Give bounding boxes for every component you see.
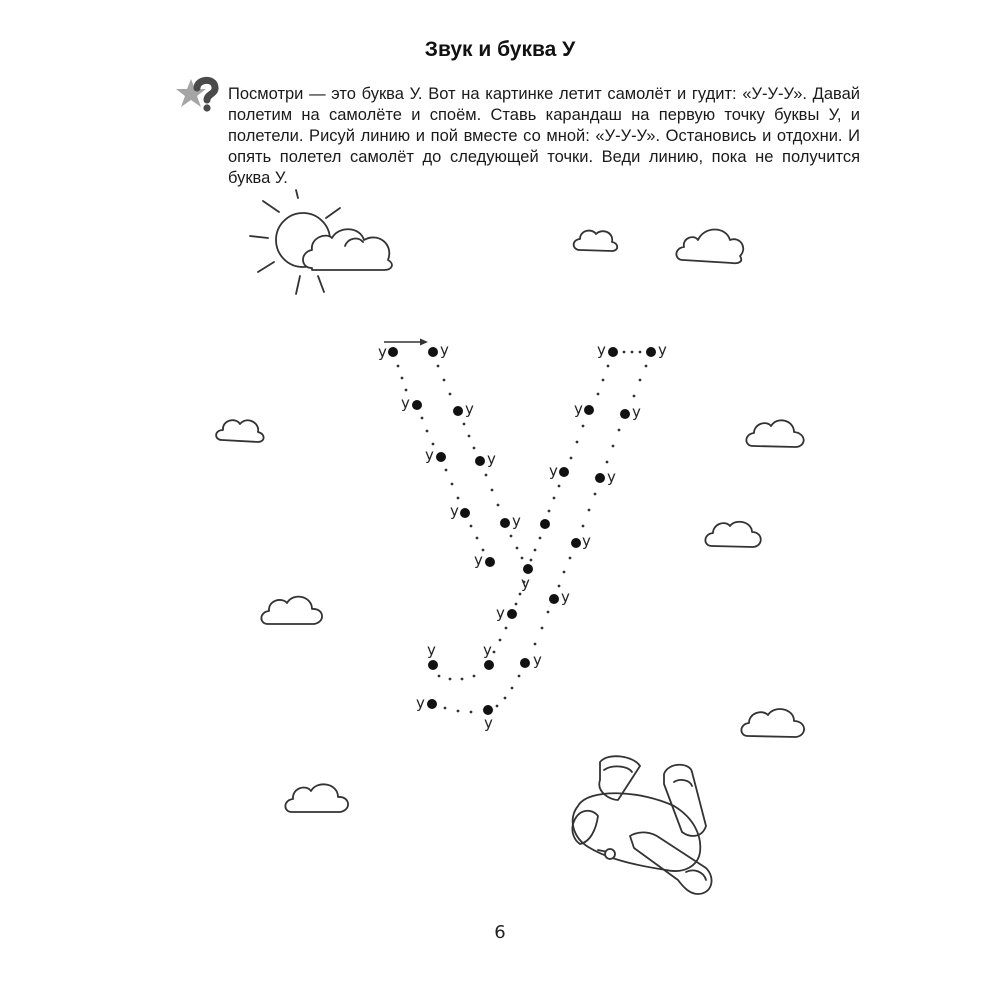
trace-dot[interactable] [549,594,559,604]
dot-label: у [561,588,570,606]
dot-label: у [607,468,616,486]
cloud-icon [676,230,743,264]
trace-dot[interactable] [412,400,422,410]
trace-dot[interactable] [595,473,605,483]
trace-dot[interactable] [520,658,530,668]
dot-label: у [632,403,641,421]
page-title: Звук и буква У [424,38,576,61]
trace-dot[interactable] [485,557,495,567]
cloud-icon [261,597,322,624]
airplane-icon [572,756,711,894]
trace-dot[interactable] [500,518,510,528]
dot-label: у [450,502,459,520]
instructions-text: Посмотри — это буква У. Вот на картинке летит самолёт и гудит: «У-У-У». Давай полетим на самолёте и споём. Ставь карандаш на первую точку буквы У, и полетели. Рисуй линию и пой вместе со мной: «У-У-У». Остановись и отдохни. И опять полетел самолёт до следующей точки. Веди линию, пока не получится буква У. [228,85,860,187]
cloud-icon [216,420,264,442]
trace-dot[interactable] [428,347,438,357]
trace-dot[interactable] [436,452,446,462]
cloud-icon [574,231,618,251]
trace-dot[interactable] [571,538,581,548]
sun-icon [250,190,392,294]
dot-label: у [401,394,410,412]
dot-label: у [496,604,505,622]
dot-label: у [465,400,474,418]
dot-label: у [549,462,558,480]
trace-dot[interactable] [507,609,517,619]
dot-label: у [484,714,493,732]
dot-label: у [533,651,542,669]
letter-dots[interactable] [388,347,656,715]
dot-label: у [416,694,425,712]
trace-dot[interactable] [620,409,630,419]
dot-labels [378,341,667,732]
dot-label: у [658,341,667,359]
dot-label: у [425,446,434,464]
trace-dot[interactable] [428,660,438,670]
trace-dot[interactable] [646,347,656,357]
dot-label: у [487,450,496,468]
trace-dot[interactable] [584,405,594,415]
trace-dot[interactable] [427,699,437,709]
dot-label: у [440,341,449,359]
dot-label: у [483,641,492,659]
dot-label: у [574,400,583,418]
trace-dot[interactable] [453,406,463,416]
dot-label: у [474,551,483,569]
cloud-icon [746,420,803,447]
cloud-icon [285,784,348,812]
cloud-icon [705,522,760,547]
trace-dot[interactable] [559,467,569,477]
trace-dot[interactable] [475,456,485,466]
page-number: 6 [494,922,506,943]
cloud-icon [741,709,804,737]
trace-dot[interactable] [388,347,398,357]
arrow-right-icon [384,339,428,346]
dot-label: у [427,641,436,659]
dot-label: у [378,343,387,361]
trace-dot[interactable] [523,564,533,574]
dot-label: у [582,532,591,550]
dot-label: у [521,574,530,592]
trace-dot[interactable] [608,347,618,357]
dot-label: у [512,512,521,530]
trace-dot[interactable] [460,508,470,518]
trace-dot[interactable] [484,660,494,670]
dot-label: у [597,341,606,359]
trace-dot[interactable] [540,519,550,529]
